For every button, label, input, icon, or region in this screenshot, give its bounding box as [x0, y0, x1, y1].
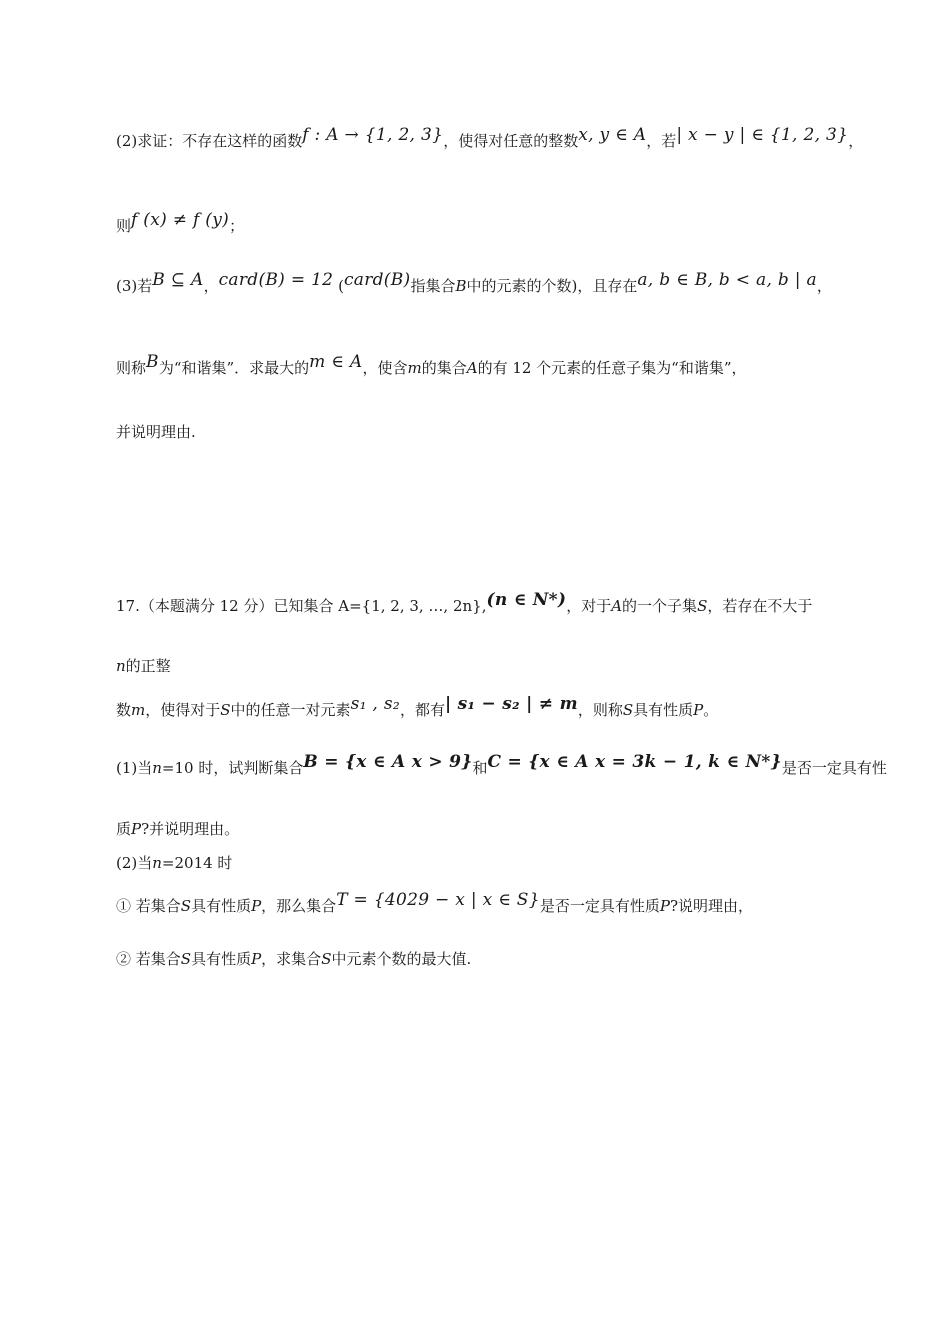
text: 是否一定具有性 [781, 759, 887, 777]
text: ，那么集合 [261, 897, 337, 915]
text: 具有性质 [191, 950, 252, 968]
text: =10 时，试判断集合 [161, 759, 304, 777]
text: ，若存在不大于 [707, 597, 813, 615]
p16-part3-line3 [116, 421, 196, 443]
p17-line2 [116, 655, 171, 677]
text: 并说明理由. [116, 423, 196, 441]
text: ； [229, 217, 245, 235]
text: 则称 [116, 359, 147, 377]
var: A [611, 597, 623, 615]
text: ， [816, 277, 832, 295]
math-subset: B ⊆ A [152, 270, 204, 290]
var: S [220, 701, 231, 719]
math-set-b: B = {x ∈ A x > 9} [303, 752, 473, 772]
text: ，则称 [577, 701, 623, 719]
math-s1-s2: s₁ , s₂ [350, 694, 400, 714]
p17-q2-sub1 [116, 890, 754, 917]
text: 的集合 [421, 359, 467, 377]
text: 的一个子集 [622, 597, 698, 615]
var: P [251, 897, 262, 915]
var: S [180, 950, 192, 968]
math-fx-neq-fy: f (x) ≠ f (y) [131, 210, 230, 230]
var: m [131, 701, 146, 719]
text: 是否一定具有性质 [539, 897, 660, 915]
math-card: card(B) = 12 [218, 270, 334, 290]
math-diff-neq-m: | s₁ − s₂ | ≠ m [444, 694, 578, 714]
math-card-b: card(B) [343, 270, 411, 290]
text: ，都有 [399, 701, 445, 719]
var: m [407, 359, 422, 377]
text: (2)求证：不存在这样的函数 [116, 132, 303, 150]
text: 的正整 [125, 657, 171, 675]
text: 中的元素的个数)，且存在 [466, 277, 638, 295]
text: (2)当 [116, 854, 153, 872]
text: ，若 [646, 132, 677, 150]
var: P [693, 701, 704, 719]
math-function: f : A → {1, 2, 3} [302, 125, 444, 145]
text: ① 若集合 [116, 897, 181, 915]
text: ， [203, 277, 219, 295]
text: (3)若 [116, 277, 153, 295]
var: S [622, 701, 634, 719]
p17-q2-line1 [116, 852, 232, 874]
text: 具有性质 [633, 701, 694, 719]
var: A [466, 359, 478, 377]
text: ，使含 [362, 359, 408, 377]
text: ( [333, 277, 344, 295]
text: 中的任意一对元素 [230, 701, 351, 719]
text: 指集合 [410, 277, 456, 295]
math-ab: a, b ∈ B, b < a, b | a [637, 270, 817, 290]
p16-part2-line1 [116, 125, 864, 152]
math-set-t: T = {4029 − x | x ∈ S} [336, 890, 540, 910]
var: P [251, 950, 262, 968]
math-n-in-n: (n ∈ N*) [486, 590, 567, 610]
p17-line3 [116, 694, 719, 721]
text: 则 [116, 217, 132, 235]
var: B [455, 277, 467, 295]
p16-part3-line2 [116, 352, 747, 379]
var: S [180, 897, 192, 915]
p17-q2-sub2 [116, 948, 471, 970]
math-m-in-a: m ∈ A [309, 352, 363, 372]
text: ， [848, 132, 864, 150]
var: P [659, 897, 670, 915]
text: 数 [116, 701, 132, 719]
text: =2014 时 [161, 854, 233, 872]
p17-line1 [116, 590, 813, 617]
math-xy: x, y ∈ A [578, 125, 647, 145]
p17-q1-line2 [116, 818, 239, 840]
text: 为“和谐集”．求最大的 [158, 359, 310, 377]
var: P [131, 820, 142, 838]
text: ，使得对任意的整数 [443, 132, 579, 150]
var: n [152, 759, 162, 777]
text: 具有性质 [191, 897, 252, 915]
text: 。 [703, 701, 719, 719]
math-abs-diff: | x − y | ∈ {1, 2, 3} [676, 125, 849, 145]
var: S [697, 597, 708, 615]
var: n [116, 657, 126, 675]
text: 质 [116, 820, 132, 838]
text: 的有 12 个元素的任意子集为“和谐集”， [477, 359, 747, 377]
text: ，使得对于 [145, 701, 221, 719]
text: ?并说明理由。 [141, 820, 240, 838]
text: (1)当 [116, 759, 153, 777]
p16-part2-line2 [116, 210, 245, 237]
var: S [321, 950, 332, 968]
problem-heading: 17.（本题满分 12 分）已知集合 A={1, 2, 3, …, 2n}, [116, 597, 487, 615]
text: ② 若集合 [116, 950, 181, 968]
text: 和 [472, 759, 488, 777]
var: n [152, 854, 162, 872]
text: ，求集合 [261, 950, 322, 968]
text: ?说明理由， [669, 897, 754, 915]
text: ，对于 [566, 597, 612, 615]
text: 中元素个数的最大值. [331, 950, 472, 968]
math-b: B [146, 352, 159, 372]
p17-q1-line1 [116, 752, 887, 779]
math-set-c: C = {x ∈ A x = 3k − 1, k ∈ N*} [487, 752, 782, 772]
p16-part3-line1 [116, 270, 832, 297]
